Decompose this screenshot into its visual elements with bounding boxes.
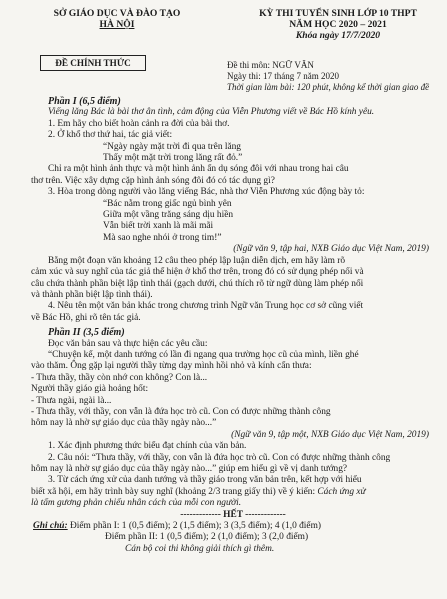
- exam-duration: Thời gian làm bài: 120 phút, không kể thời gian giao đề: [227, 82, 430, 92]
- end-marker: ------------- HẾT -------------: [180, 509, 286, 520]
- passage-line5: - Thưa ngài, ngài là...: [31, 395, 112, 406]
- city-name: HÀ NỘI: [99, 19, 135, 30]
- verse2-line4: Mà sao nghe nhói ở trong tim!”: [103, 232, 222, 243]
- verse1-line1: “Ngày ngày mặt trời đi qua trên lăng: [103, 141, 241, 152]
- part2-source: (Ngữ văn 9, tập một, NXB Giáo dục Việt Nam, 2019): [231, 429, 429, 440]
- exam-info: [227, 60, 429, 93]
- part1-task-line2: cảm xúc và suy nghĩ của tác giả thể hiện ở khổ thơ trên, trong đó có sử dụng phép nối và: [31, 267, 364, 278]
- notes-proctor: Cán bộ coi thi không giải thích gì thêm.: [125, 543, 275, 554]
- part1-title: Phần I (6,5 điểm): [48, 96, 121, 107]
- passage-line1: “Chuyện kể, một danh tướng có lần đi ngang qua trường học cũ của mình, liền ghé: [48, 349, 359, 360]
- passage-line3: - Thưa thầy, thầy còn nhớ con không? Con là...: [31, 372, 208, 383]
- exam-body: [31, 96, 435, 555]
- part2-question3-quote-start: Cách ứng xử: [317, 486, 366, 497]
- exam-subject: Đề thi môn: NGỮ VĂN: [227, 60, 314, 70]
- official-exam-box: ĐỀ CHÍNH THỨC: [40, 55, 146, 71]
- part2-question3-line2: [31, 487, 435, 498]
- part2-question3-line1: 3. Từ cách ứng xử của danh tướng và thầy giáo trong văn bản trên, kết hợp với hiểu: [48, 475, 362, 486]
- school-year: NĂM HỌC 2020 – 2021: [289, 19, 387, 30]
- part2-question3-line3: là tấm gương phản chiếu nhân cách của mỗi con người.: [31, 498, 242, 509]
- verse2-line1: “Bác nằm trong giấc ngủ bình yên: [103, 198, 232, 209]
- part2-question1: 1. Xác định phương thức biểu đạt chính của văn bản.: [48, 441, 247, 452]
- passage-line6: - Thưa thầy, với thầy, con vẫn là đứa học trò cũ. Con có được những thành công: [31, 406, 331, 417]
- department-header: [32, 8, 202, 30]
- exam-header: [238, 8, 438, 41]
- notes-line1: [31, 521, 435, 532]
- part1-question4-line1: 4. Nêu tên một văn bản khác trong chương trình Ngữ văn Trung học cơ sở cũng viết: [48, 301, 364, 312]
- passage-line2: vào thăm. Ông gặp lại người thầy từng dạy mình hồi nhỏ và kính cẩn thưa:: [31, 361, 312, 372]
- exam-session: Khóa ngày 17/7/2020: [295, 30, 381, 41]
- notes-part1-scores: Điểm phần I: 1 (0,5 điểm); 2 (1,5 điểm); 3 (3,5 điểm); 4 (1,0 điểm): [70, 521, 321, 532]
- passage-line7: hôm nay là nhờ sự giáo dục của thầy ngày nào...”: [31, 418, 217, 429]
- part1-intro: Viếng lăng Bác là bài thơ ân tình, cảm động của Viễn Phương viết về Bác Hồ kính yêu.: [48, 107, 375, 118]
- verse2-line2: Giữa một vầng trăng sáng dịu hiền: [103, 210, 234, 221]
- verse2-line3: Vẫn biết trời xanh là mãi mãi: [103, 221, 214, 232]
- passage-line4: Người thầy giáo già hoảng hốt:: [31, 384, 149, 395]
- part2-question3-line2-text: biết xã hội, em hãy trình bày suy nghĩ (khoảng 2/3 trang giấy thi) về ý kiến:: [31, 486, 316, 497]
- exam-date: Ngày thi: 17 tháng 7 năm 2020: [227, 71, 339, 81]
- part2-question2-line2: hôm nay là nhờ sự giáo dục của thầy ngày nào...” giúp em hiểu gì về vị danh tướng?: [31, 464, 348, 474]
- notes-label: Ghi chú:: [33, 521, 68, 532]
- part1-question2-line2: thơ trên. Việc xây dựng cặp hình ảnh sóng đôi đó có tác dụng gì?: [31, 175, 275, 186]
- part1-source: (Ngữ văn 9, tập hai, NXB Giáo dục Việt Nam, 2019): [233, 244, 429, 255]
- notes-part2-scores: Điểm phần II: 1 (0,5 điểm); 2 (1,0 điểm); 3 (2,0 điểm): [105, 532, 309, 543]
- part1-question1: 1. Em hãy cho biết hoàn cảnh ra đời của bài thơ.: [48, 118, 230, 129]
- part1-task-line1: Bằng một đoạn văn khoảng 12 câu theo phép lập luận diễn dịch, em hãy làm rõ: [48, 255, 346, 266]
- part1-question3: 3. Hòa trong dòng người vào lăng viếng Bác, nhà thơ Viễn Phương xúc động bày tỏ:: [48, 187, 365, 198]
- part1-question2: 2. Ở khổ thơ thứ hai, tác giả viết:: [48, 130, 173, 141]
- part1-task-line3: câu chứa thành phần biệt lập tình thái (gạch dưới, chú thích rõ từ ngữ dùng làm phép nối: [31, 278, 364, 289]
- part2-title: Phần II (3,5 điểm): [48, 327, 125, 339]
- part2-intro: Đọc văn bản sau và thực hiện các yêu cầu:: [48, 338, 208, 349]
- part1-task-line4: và thành phần biệt lập tình thái).: [31, 289, 153, 300]
- verse1-line2: Thấy một mặt trời trong lăng rất đỏ.”: [103, 153, 243, 164]
- department-name: SỞ GIÁO DỤC VÀ ĐÀO TẠO: [53, 8, 181, 19]
- part1-question4-line2: về Bác Hồ, ghi rõ tên tác giả.: [31, 312, 141, 323]
- part1-question2-line1: Chỉ ra một hình ảnh thực và một hình ảnh ẩn dụ sóng đôi với nhau trong hai câu: [48, 164, 349, 175]
- exam-name: KỲ THI TUYỂN SINH LỚP 10 THPT: [259, 8, 417, 19]
- part2-question2-line1: 2. Câu nói: “Thưa thầy, với thầy, con vẫn là đứa học trò cũ. Con có được những thành công: [48, 452, 391, 463]
